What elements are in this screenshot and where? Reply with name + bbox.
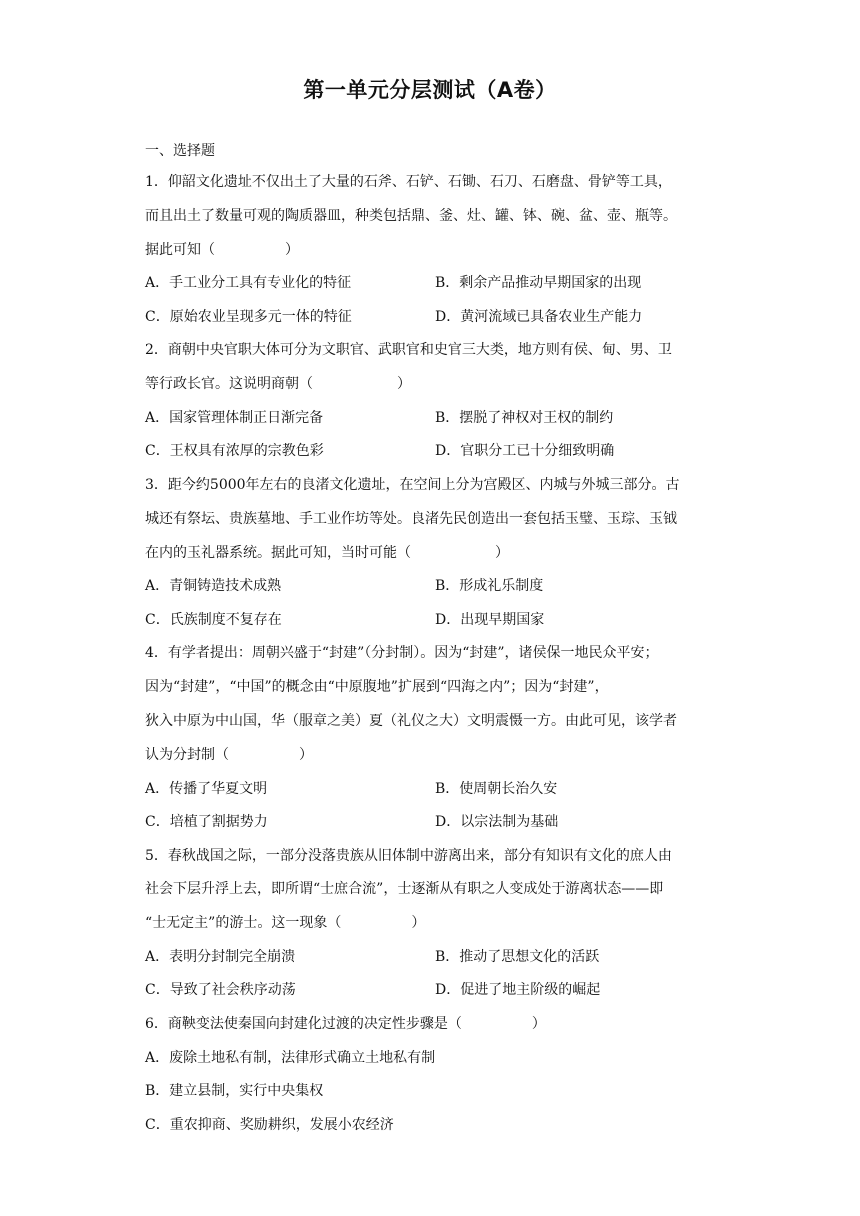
question-list (145, 136, 725, 1142)
option-c: C．导致了社会秩序动荡 (145, 982, 296, 999)
option-d: D．官职分工已十分细致明确 (435, 443, 615, 460)
question-stem-line: 5．春秋战国之际，一部分没落贵族从旧体制中游离出来，部分有知识有文化的庶人由 (145, 847, 672, 864)
question-stem-line: 6．商鞅变法使秦国向封建化过渡的决定性步骤是（ ） (145, 1015, 546, 1032)
option-a: A．国家管理体制正日渐完备 (145, 409, 324, 426)
question-stem-line: 2．商朝中央官职大体可分为文职官、武职官和史官三大类，地方则有侯、甸、男、卫 (145, 342, 672, 359)
question-stem-line: 1．仰韶文化遗址不仅出土了大量的石斧、石铲、石锄、石刀、石磨盘、骨铲等工具， (145, 174, 672, 190)
question-stem-line: 据此可知（ ） (145, 241, 299, 258)
option-d: D．出现早期国家 (435, 611, 545, 628)
question-5 (145, 840, 725, 1008)
option-c: C．培植了割据势力 (145, 814, 268, 831)
question-3 (145, 469, 725, 637)
option-c: C．原始农业呈现多元一体的特征 (145, 308, 352, 325)
question-4 (145, 637, 725, 839)
question-stem-line: 等行政长官。这说明商朝（ ） (145, 376, 411, 393)
question-stem-line: 认为分封制（ ） (145, 746, 313, 763)
question-2 (145, 334, 725, 469)
question-stem-line: 在内的玉礼器系统。据此可知，当时可能（ ） (145, 544, 509, 561)
option-a: A．手工业分工具有专业化的特征 (145, 275, 352, 292)
option-d: D．以宗法制为基础 (435, 814, 559, 831)
question-stem-line: 3．距今约5000年左右的良渚文化遗址，在空间上分为宫殿区、内城与外城三部分。古 (145, 476, 680, 493)
question-6 (145, 1008, 725, 1142)
option-d: D．黄河流域已具备农业生产能力 (435, 308, 643, 325)
question-stem-line: 社会下层升浮上去，即所谓“士庶合流”，士逐渐从有职之人变成处于游离状态——即 (145, 881, 664, 898)
question-stem-line: 城还有祭坛、贵族墓地、手工业作坊等处。良渚先民创造出一套包括玉璧、玉琮、玉钺 (145, 510, 677, 527)
option-c: C．重农抑商、奖励耕织，发展小农经济 (145, 1116, 394, 1133)
question-1 (145, 166, 725, 334)
question-stem-line: 4．有学者提出：周朝兴盛于“封建”（分封制）。因为“封建”，诸侯保一地民众平安； (145, 645, 659, 662)
option-a: A．传播了华夏文明 (145, 780, 268, 797)
option-a: A．表明分封制完全崩溃 (145, 948, 296, 965)
question-stem-line: 而且出土了数量可观的陶质器皿，种类包括鼎、釜、灶、罐、钵、碗、盆、壶、瓶等。 (145, 207, 677, 224)
option-b: B．形成礼乐制度 (435, 578, 544, 595)
option-b: B．剩余产品推动早期国家的出现 (435, 275, 642, 292)
section-heading: 一、选择题 (145, 143, 215, 159)
option-d: D．促进了地主阶级的崛起 (435, 982, 601, 999)
option-a: A．青铜铸造技术成熟 (145, 578, 282, 595)
option-c: C．王权具有浓厚的宗教色彩 (145, 443, 324, 460)
option-c: C．氏族制度不复存在 (145, 611, 282, 628)
question-stem-line: 狄入中原为中山国，华（服章之美）夏（礼仪之大）文明震慑一方。由此可见，该学者 (145, 712, 677, 729)
option-b: B．推动了思想文化的活跃 (435, 948, 600, 965)
option-b: B．使周朝长治久安 (435, 780, 558, 797)
page-title: 第一单元分层测试（A卷） (303, 78, 557, 102)
option-a: A．废除土地私有制，法律形式确立土地私有制 (145, 1049, 436, 1066)
question-stem-line: 因为“封建”，“中国”的概念由“中原腹地”扩展到“四海之内”；因为“封建”， (145, 679, 609, 696)
option-b: B．建立县制，实行中央集权 (145, 1083, 324, 1100)
question-stem-line: “士无定主”的游士。这一现象（ ） (145, 915, 426, 932)
option-b: B．摆脱了神权对王权的制约 (435, 409, 614, 426)
